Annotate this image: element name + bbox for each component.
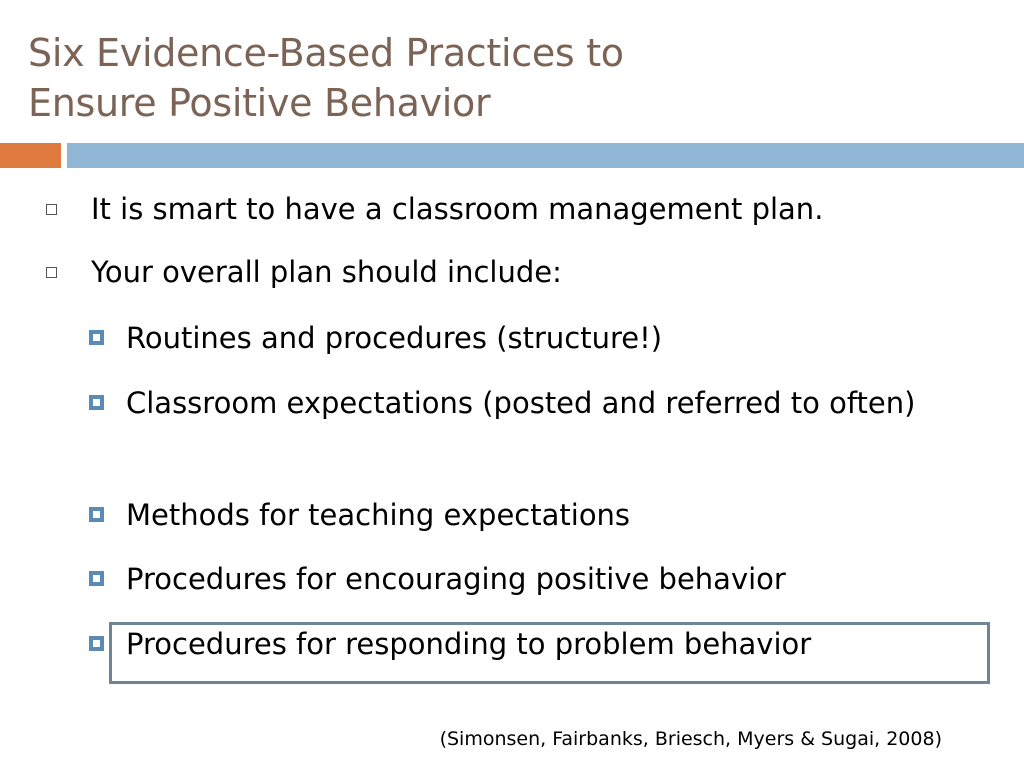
hollow-square-bullet-icon [46,204,57,215]
title-line-2: Ensure Positive Behavior [28,81,491,125]
hollow-square-bullet-icon [46,267,57,278]
square-bullet-icon [89,507,104,522]
bullet-text: Your overall plan should include: [91,255,562,289]
sub-bullet-text: Procedures for encouraging positive behavior [126,562,786,596]
square-bullet-icon [89,636,104,651]
bullet-text: It is smart to have a classroom management plan. [91,192,824,226]
sub-bullet-text: Procedures for responding to problem behavior [126,627,812,661]
sub-bullet-text: Methods for teaching expectations [126,498,631,532]
highlight-box [109,622,990,684]
title-line-1: Six Evidence-Based Practices to [28,31,624,75]
square-bullet-icon [89,395,104,410]
accent-bar-orange [0,143,61,168]
accent-bar-blue [67,143,1024,168]
square-bullet-icon [89,571,104,586]
sub-bullet-text: Routines and procedures (structure!) [126,321,663,355]
citation: (Simonsen, Fairbanks, Briesch, Myers & Sugai, 2008) [439,728,942,750]
slide-title [28,28,624,128]
square-bullet-icon [89,330,104,345]
sub-bullet-text: Classroom expectations (posted and referred to often) [126,386,916,420]
